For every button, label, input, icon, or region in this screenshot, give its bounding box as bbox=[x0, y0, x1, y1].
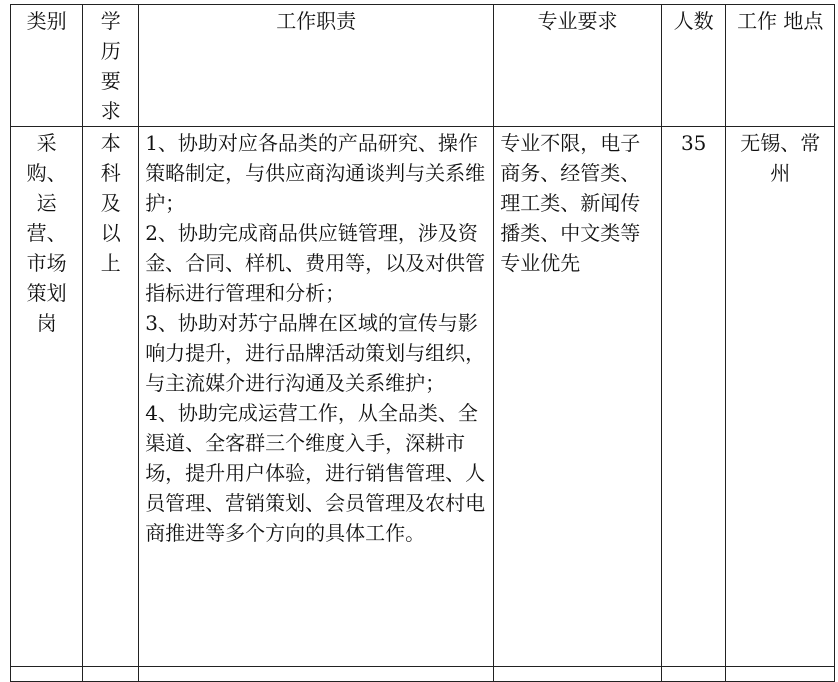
header-category-label: 类别 bbox=[26, 9, 67, 33]
cropped-cell bbox=[494, 667, 662, 682]
header-location bbox=[726, 5, 835, 127]
header-major-label: 专业要求 bbox=[537, 9, 618, 33]
cell-headcount: 35 bbox=[661, 127, 726, 667]
header-education-label: 学历要求 bbox=[100, 9, 121, 123]
header-duties-label: 工作职责 bbox=[276, 9, 357, 33]
table-row bbox=[11, 127, 835, 667]
cell-major: 专业不限，电子商务、经管类、理工类、新闻传播类、中文类等专业优先 bbox=[494, 127, 662, 667]
job-requirements-table bbox=[10, 4, 835, 682]
header-headcount bbox=[661, 5, 726, 127]
table-header-row bbox=[11, 5, 835, 127]
header-duties bbox=[139, 5, 494, 127]
header-major bbox=[494, 5, 662, 127]
cell-location: 无锡、常州 bbox=[726, 127, 835, 667]
category-text: 采购、运营、市场策划岗 bbox=[26, 131, 67, 335]
cropped-cell bbox=[83, 667, 139, 682]
cell-category bbox=[11, 127, 83, 667]
cropped-cell bbox=[11, 667, 83, 682]
cropped-cell bbox=[726, 667, 835, 682]
cell-education bbox=[83, 127, 139, 667]
cropped-cell bbox=[661, 667, 726, 682]
cropped-next-row bbox=[11, 667, 835, 682]
header-location-label: 工作 地点 bbox=[737, 9, 824, 33]
cropped-cell bbox=[139, 667, 494, 682]
header-category bbox=[11, 5, 83, 127]
header-education bbox=[83, 5, 139, 127]
cell-duties: 1、协助对应各品类的产品研究、操作策略制定，与供应商沟通谈判与关系维护； 2、协助完成商品供应链管理，涉及资金、合同、样机、费用等，以及对供管指标进行管理和分析； 3、协助对苏宁品牌在区域的宣传与影响力提升，进行品牌活动策划与组织，与主流媒介进行沟通及关系维护； 4、协助完成运营工作，从全品类、全渠道、全客群三个维度入手，深耕市场，提升用户体验，进行销售管理、人员管理、营销策划、会员管理及农村电商推进等多个方向的具体工作。 bbox=[139, 127, 494, 667]
header-headcount-label: 人数 bbox=[673, 9, 714, 33]
education-text: 本科及以上 bbox=[100, 131, 121, 275]
